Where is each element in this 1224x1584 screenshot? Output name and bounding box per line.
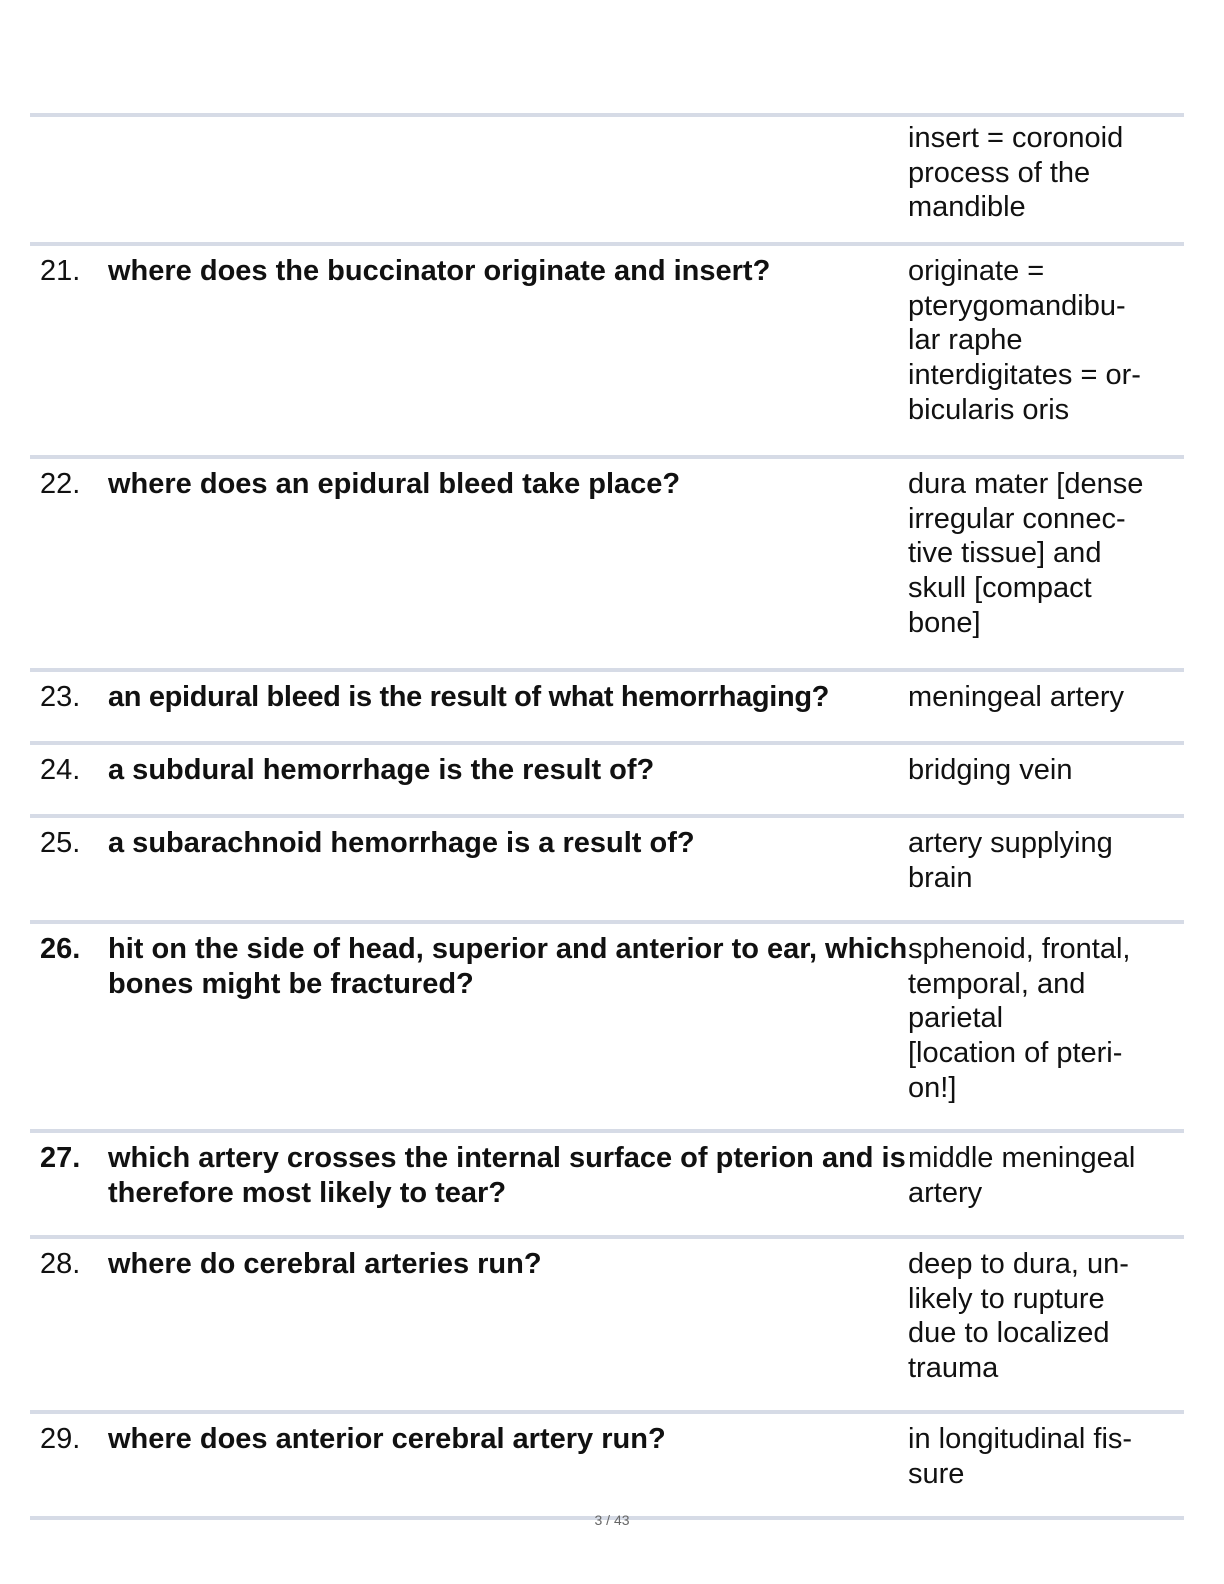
flashcard-table (30, 113, 1184, 1520)
card-row-27 (30, 1133, 1184, 1235)
card-number: 23. (40, 681, 81, 713)
card-row-29 (30, 1414, 1184, 1516)
card-row-continued (30, 117, 1184, 242)
card-row-21 (30, 246, 1184, 455)
card-row-28 (30, 1239, 1184, 1410)
card-number: 22. (40, 468, 81, 500)
card-question: where does an epidural bleed take place? (108, 468, 681, 500)
card-question: where does the buccinator originate and insert? (108, 255, 771, 287)
card-row-24 (30, 745, 1184, 814)
card-answer: artery supplying brain (908, 827, 1113, 894)
page-indicator: 3 / 43 (594, 1512, 630, 1528)
card-row-26 (30, 924, 1184, 1129)
card-question: where does anterior cerebral artery run? (108, 1423, 666, 1455)
card-answer: sphenoid, frontal, temporal, and parietal [location of pteri- on!] (908, 933, 1131, 1104)
card-number: 21. (40, 255, 81, 287)
card-number: 27. (40, 1142, 81, 1174)
card-answer: insert = coronoid process of the mandible (908, 122, 1124, 224)
card-answer: deep to dura, un- likely to rupture due to localized trauma (908, 1248, 1129, 1385)
card-row-25 (30, 818, 1184, 920)
card-question: which artery crosses the internal surface of pterion and is therefore most likely to tear? (108, 1142, 906, 1209)
card-question: where do cerebral arteries run? (108, 1248, 542, 1280)
card-answer: originate = pterygomandibu- lar raphe interdigitates = or- bicularis oris (908, 255, 1141, 426)
card-question: an epidural bleed is the result of what hemorrhaging? (108, 681, 830, 713)
card-number: 28. (40, 1248, 81, 1280)
card-answer: bridging vein (908, 754, 1073, 786)
card-question: a subarachnoid hemorrhage is a result of? (108, 827, 695, 859)
card-row-23 (30, 672, 1184, 741)
card-question: a subdural hemorrhage is the result of? (108, 754, 655, 786)
card-number: 25. (40, 827, 81, 859)
card-answer: in longitudinal fis- sure (908, 1423, 1133, 1490)
card-question: hit on the side of head, superior and anterior to ear, which bones might be fractured? (108, 933, 908, 1000)
card-number: 26. (40, 933, 81, 965)
card-answer: meningeal artery (908, 681, 1124, 713)
card-row-22 (30, 459, 1184, 668)
card-number: 24. (40, 754, 81, 786)
card-number: 29. (40, 1423, 81, 1455)
card-answer: dura mater [dense irregular connec- tive tissue] and skull [compact bone] (908, 468, 1144, 639)
card-answer: middle meningeal artery (908, 1142, 1136, 1209)
